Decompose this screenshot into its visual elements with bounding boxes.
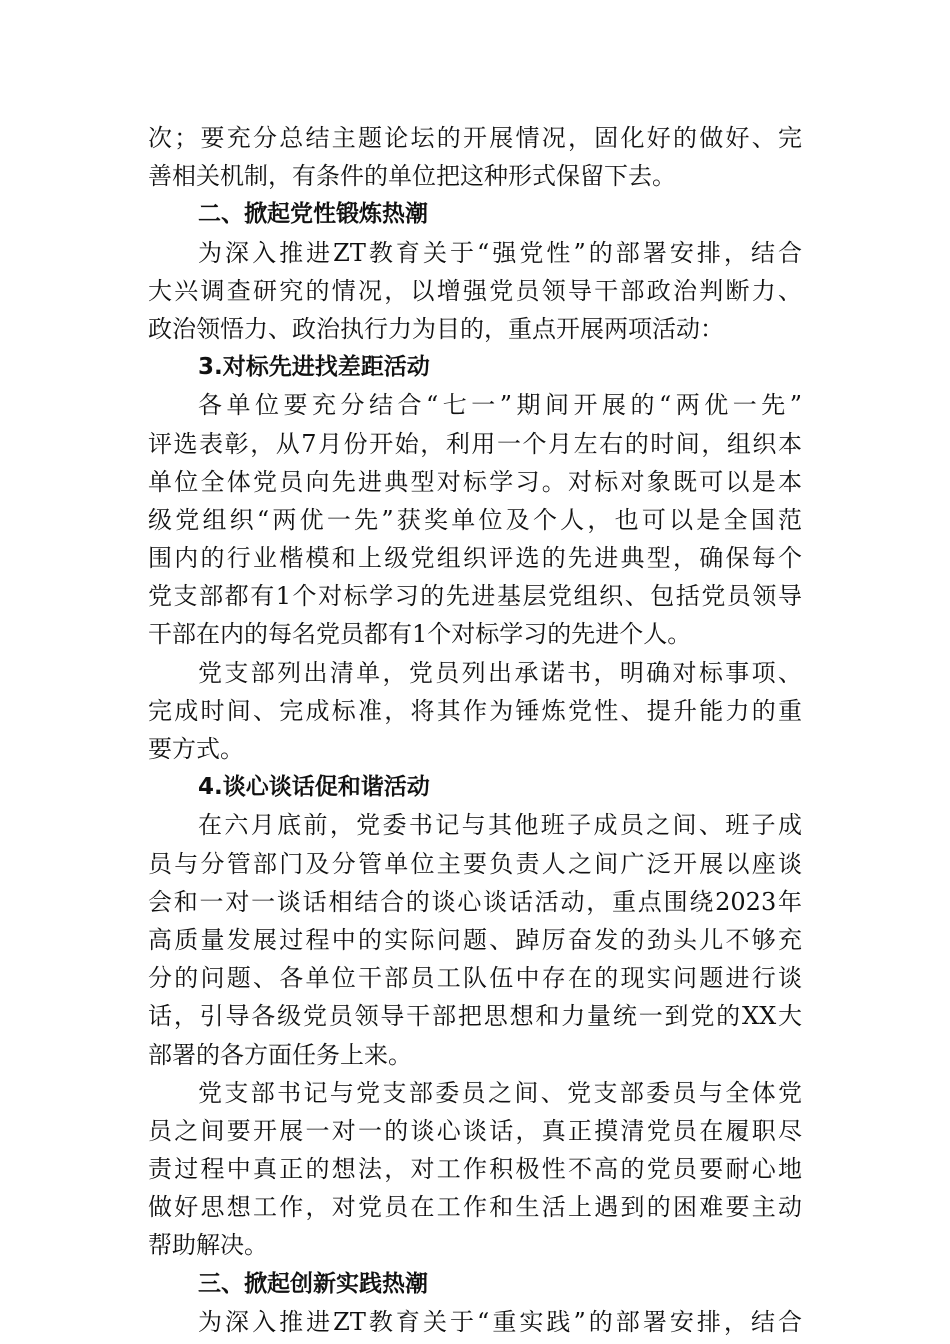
paragraph-line: 员与分管部门及分管单位主要负责人之间广泛开展以座谈 <box>148 849 802 878</box>
paragraph-line: 分的问题、各单位干部员工队伍中存在的现实问题进行谈 <box>148 964 802 993</box>
paragraph-line: 做好思想工作，对党员在工作和生活上遇到的困难要主动 <box>148 1193 802 1222</box>
paragraph-last-line: 政治领悟力、政治执行力为目的，重点开展两项活动： <box>148 314 724 343</box>
paragraph-last-line: 部署的各方面任务上来。 <box>148 1040 412 1069</box>
paragraph-line: 话，引导各级党员领导干部把思想和力量统一到党的XX大 <box>148 1002 802 1031</box>
section-heading: 3.对标先进找差距活动 <box>198 354 430 381</box>
paragraph-line: 次；要充分总结主题论坛的开展情况，固化好的做好、完 <box>148 124 802 152</box>
paragraph-first-line: 为深入推进ZT教育关于“重实践”的部署安排，结合 <box>198 1307 802 1336</box>
paragraph-line: 员之间要开展一对一的谈心谈话，真正摸清党员在履职尽 <box>148 1116 802 1145</box>
paragraph-line: 评选表彰，从7月份开始，利用一个月左右的时间，组织本 <box>148 429 802 458</box>
section-heading: 三、掀起创新实践热潮 <box>198 1270 428 1297</box>
paragraph-line: 责过程中真正的想法，对工作积极性不高的党员要耐心地 <box>148 1155 802 1184</box>
section-heading: 二、掀起党性锻炼热潮 <box>198 201 428 228</box>
paragraph-last-line: 要方式。 <box>148 735 244 763</box>
paragraph-first-line: 在六月底前，党委书记与其他班子成员之间、班子成 <box>198 811 802 840</box>
paragraph-first-line: 为深入推进ZT教育关于“强党性”的部署安排，结合 <box>198 238 802 267</box>
paragraph-line: 会和一对一谈话相结合的谈心谈话活动，重点围绕2023年 <box>148 887 802 916</box>
paragraph-line: 单位全体党员向先进典型对标学习。对标对象既可以是本 <box>148 467 802 496</box>
paragraph-line: 党支部都有1个对标学习的先进基层党组织、包括党员领导 <box>148 582 802 611</box>
document-body <box>148 119 802 1341</box>
paragraph-line: 围内的行业楷模和上级党组织评选的先进典型，确保每个 <box>148 544 802 573</box>
paragraph-first-line: 党支部书记与党支部委员之间、党支部委员与全体党 <box>198 1078 802 1107</box>
paragraph-first-line: 党支部列出清单，党员列出承诺书，明确对标事项、 <box>198 658 802 687</box>
paragraph-last-line: 帮助解决。 <box>148 1231 268 1260</box>
paragraph-last-line: 干部在内的每名党员都有1个对标学习的先进个人。 <box>148 620 692 649</box>
paragraph-last-line: 善相关机制，有条件的单位把这种形式保留下去。 <box>148 162 676 191</box>
paragraph-line: 完成时间、完成标准，将其作为锤炼党性、提升能力的重 <box>148 696 802 725</box>
paragraph-first-line: 各单位要充分结合“七一”期间开展的“两优一先” <box>198 391 802 420</box>
section-heading: 4.谈心谈话促和谐活动 <box>198 774 430 801</box>
paragraph-line: 大兴调查研究的情况，以增强党员领导干部政治判断力、 <box>148 276 802 305</box>
paragraph-line: 高质量发展过程中的实际问题、踔厉奋发的劲头儿不够充 <box>148 925 802 954</box>
paragraph-line: 级党组织“两优一先”获奖单位及个人，也可以是全国范 <box>148 505 802 534</box>
